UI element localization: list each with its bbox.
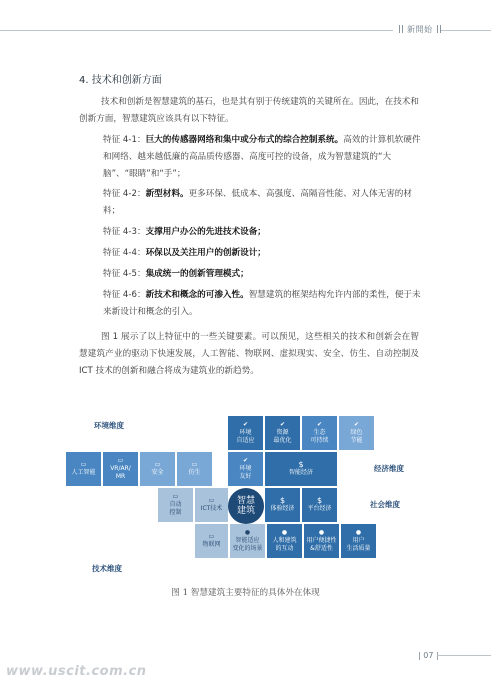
user-icon: ●: [244, 528, 251, 536]
cell-label: ICT技术: [200, 504, 223, 512]
tech-cell-bionic: [177, 452, 212, 486]
monitor-icon: ▭: [208, 532, 215, 540]
dollar-icon: $: [298, 459, 304, 469]
cell-label: 用户便捷性 &舒适性: [306, 536, 337, 552]
econ-cell-platform: [302, 488, 337, 522]
cell-label: 人工智能: [71, 468, 96, 476]
feature-4-3: 特征 4-3：支撑用户办公的先进技术设备；: [103, 227, 266, 237]
summary-paragraph: 图 1 展示了以上特征中的一些关键要素。可以预见，这些相关的技术和创新会在智慧建筑产业的驱动下快速发展，人工智能、物联网、虚拟现实、安全、仿生、自动控制及 ICT 技术的创新和融合将成为建筑业的新趋势。: [79, 332, 419, 376]
header-rule: [0, 30, 393, 31]
soc-cell-quality: [341, 524, 376, 558]
tech-cell-iot: [195, 524, 228, 558]
page-number: | 07 |: [418, 651, 439, 660]
cell-label: 生态 可持续: [310, 428, 329, 444]
section-heading: 4. 技术和创新方面: [79, 75, 162, 86]
cell-label: 安全: [151, 468, 164, 476]
header-rule-right: [441, 30, 491, 31]
cell-label: 仿生: [188, 468, 201, 476]
cell-label: 智能经济: [288, 468, 313, 476]
smart-building-diagram: [64, 416, 420, 576]
monitor-icon: ▭: [80, 460, 87, 468]
header-tag: 新開始: [398, 24, 442, 35]
check-icon: ✔: [279, 420, 286, 428]
dollar-icon: $: [316, 495, 323, 505]
dim-env-label: 环境维度: [94, 421, 124, 430]
cell-label: VR/AR/ MR: [110, 464, 131, 480]
econ-cell-experience: [265, 488, 300, 522]
cell-label: 物联网: [202, 540, 221, 548]
footer-rule: [437, 655, 491, 656]
feature-4-1: 特征 4-1：巨大的传感器网络和集中或分布式的综合控制系统。高效的计算机软硬件和网络、越来越低廉的高品质传感器、高度可控的设备，成为智慧建筑的“大脑”、“眼睛”和“手”；: [103, 135, 421, 179]
center-label: 智慧 建筑: [236, 496, 255, 516]
cell-label: 智能适应 变化的场景: [232, 536, 263, 552]
env-cell-friendly: [228, 452, 263, 486]
env-cell-adaptive: [228, 416, 263, 450]
center-smart-building: [228, 488, 264, 524]
cell-label: 环境 自适应: [236, 428, 255, 444]
dollar-icon: $: [279, 495, 286, 505]
figure-caption: 图 1 智慧建筑主要特征的具体外在体现: [171, 588, 320, 598]
monitor-icon: ▭: [191, 460, 198, 468]
feature-4-5: 特征 4-5：集成统一的创新管理模式；: [103, 269, 249, 279]
tech-cell-vr: [103, 452, 138, 486]
feature-4-6: 特征 4-6：新技术和概念的可渗入性。智慧建筑的框架结构允许内部的柔性，便于未来新设计和概念的引入。: [103, 290, 421, 317]
cell-label: 平台经济: [307, 504, 332, 512]
dim-soc-label: 社会维度: [370, 500, 400, 509]
watermark: www.uscit.com.cn: [6, 664, 147, 679]
user-icon: ●: [355, 528, 362, 536]
cell-label: 资源 最优化: [273, 428, 292, 444]
cell-label: 人和建筑 的互动: [272, 536, 297, 552]
econ-cell-smart: [265, 452, 337, 486]
user-icon: ●: [318, 528, 325, 536]
check-icon: ✔: [316, 420, 323, 428]
cell-label: 自动 控制: [169, 500, 182, 516]
monitor-icon: ▭: [117, 456, 124, 464]
env-cell-green: [339, 416, 374, 450]
cell-label: 绿色 节能: [350, 428, 363, 444]
feature-4-4: 特征 4-4：环保以及关注用户的创新设计；: [103, 248, 266, 258]
tech-cell-autocontrol: [158, 488, 193, 522]
dim-tech-label: 技术维度: [92, 564, 122, 573]
tech-cell-ict: [195, 488, 228, 522]
soc-cell-scene: [230, 524, 265, 558]
check-icon: ✔: [242, 456, 249, 464]
cell-label: 体验经济: [270, 504, 295, 512]
intro-paragraph: 技术和创新是智慧建筑的基石，也是其有别于传统建筑的关键所在。因此，在技术和创新方面，智慧建筑应该具有以下特征。: [79, 97, 419, 124]
tech-cell-security: [140, 452, 175, 486]
monitor-icon: ▭: [154, 460, 161, 468]
cell-label: 环境 友好: [239, 464, 252, 480]
cell-label: 用户 生活质量: [346, 536, 371, 552]
tech-cell-ai: [66, 452, 101, 486]
soc-cell-comfort: [304, 524, 339, 558]
env-cell-resource: [265, 416, 300, 450]
dim-econ-label: 经济维度: [374, 464, 404, 473]
env-cell-eco: [302, 416, 337, 450]
user-icon: ●: [281, 528, 288, 536]
feature-4-2: 特征 4-2：新型材料。更多环保、低成本、高强度、高隔音性能、对人体无害的材料；: [103, 189, 412, 216]
soc-cell-interaction: [267, 524, 302, 558]
monitor-icon: ▭: [172, 492, 179, 500]
monitor-icon: ▭: [208, 496, 215, 504]
check-icon: ✔: [242, 420, 249, 428]
check-icon: ✔: [353, 420, 360, 428]
